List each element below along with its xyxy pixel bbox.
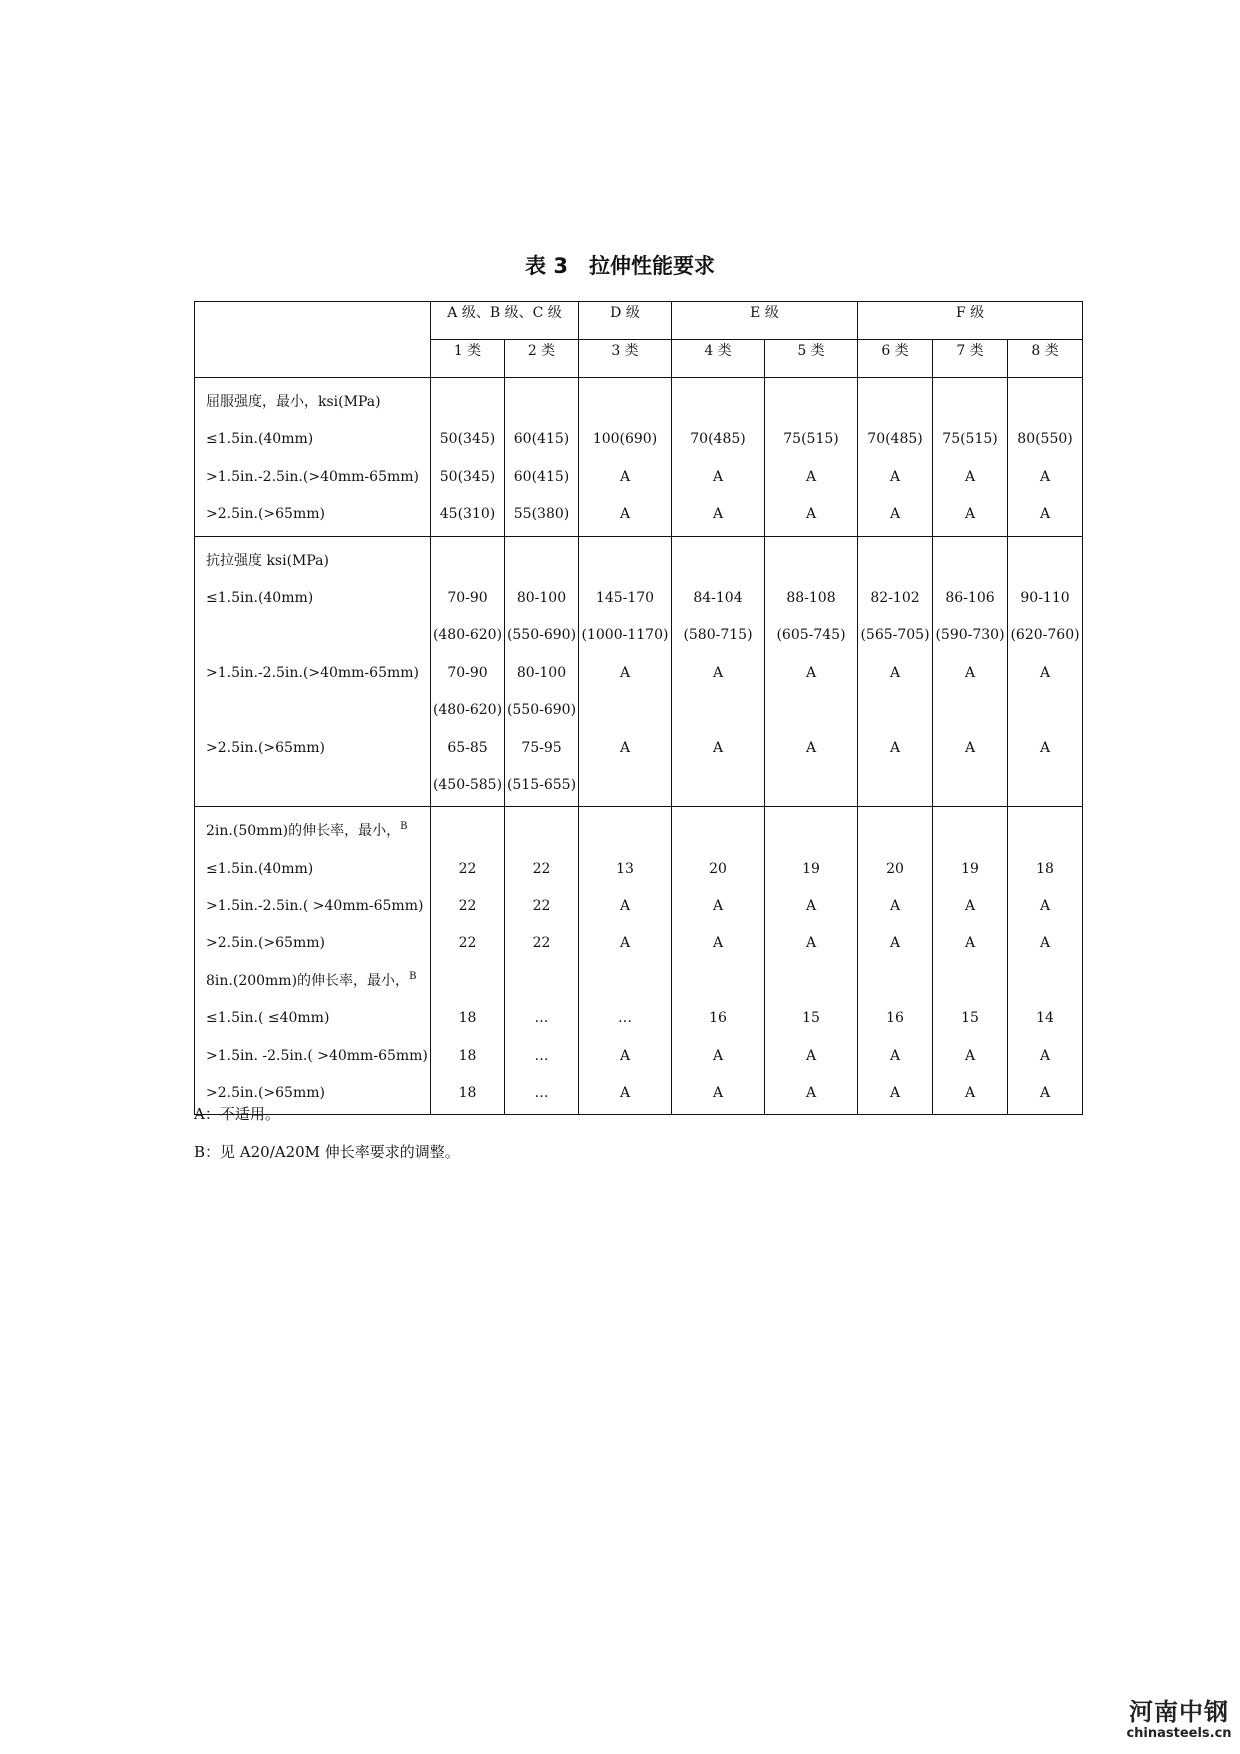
table-cell [933,767,1007,804]
table-cell [431,963,504,1000]
value-column-cell [672,536,765,807]
table-cell: (480-620) [432,627,503,644]
logo-url: chinasteels.cn [1126,1726,1232,1741]
table-cell [505,543,578,580]
table-cell: … [534,1047,549,1064]
table-cell [765,384,857,421]
row-label: ≤1.5in.(40mm) [206,589,314,606]
table-cell: 22 [532,935,551,952]
table-cell: 70-90 [447,664,488,681]
value-column-cell [579,807,672,1115]
row-label: >2.5in.(>65mm) [206,1085,325,1102]
table-cell [431,813,504,850]
table-cell [765,813,857,850]
table-cell: 22 [458,935,477,952]
table-cell: (565-705) [860,627,930,644]
table-cell: A [712,468,724,485]
value-column-cell [672,807,765,1115]
table-cell [579,692,671,729]
table-cell: … [618,1010,632,1027]
table-cell [933,384,1007,421]
table-cell [431,543,504,580]
table-cell [1008,384,1082,421]
table-cell [579,384,671,421]
value-column-cell [933,807,1008,1115]
table-cell [579,543,671,580]
table-cell: 18 [1036,860,1054,877]
table-cell: A [1039,506,1051,523]
table-cell: 60(415) [513,431,570,448]
value-column-cell [1008,378,1083,537]
table-cell: A [964,1085,976,1102]
value-column-cell [933,378,1008,537]
table-cell [858,384,932,421]
table-cell: 70-90 [447,589,488,606]
table-cell [858,813,932,850]
table-cell: 75(515) [942,431,998,448]
footnote-marker: B [400,821,408,833]
table-cell [933,963,1007,1000]
table-cell: 18 [458,1047,477,1064]
table-cell: A [619,506,631,523]
table-cell: 65-85 [447,739,488,756]
table-cell: A [805,1085,817,1102]
table-cell [765,692,857,729]
table-cell: (620-760) [1010,627,1080,644]
table-cell: A [619,664,631,681]
table-cell: 18 [458,1085,477,1102]
row-label: 8in.(200mm)的伸长率，最小，$^B$ [206,970,417,989]
class-header: 7 类 [933,340,1008,378]
table-cell: A [889,935,901,952]
table-cell [1008,767,1082,804]
table-cell: A [1039,935,1051,952]
row-label: >1.5in.-2.5in.( >40mm-65mm) [206,898,424,915]
table-cell: A [712,664,724,681]
row-label: 屈服强度，最小，ksi(MPa) [206,394,381,410]
table-cell: A [619,898,631,915]
table-cell: A [805,898,817,915]
value-column-cell [431,807,505,1115]
notes [194,1095,460,1171]
table-cell [672,692,764,729]
class-header: 6 类 [858,340,933,378]
row-label: 2in.(50mm)的伸长率，最小，$^B$ [206,821,408,840]
class-header: 8 类 [1008,340,1083,378]
table-cell: 19 [802,860,820,877]
table-cell: 88-108 [786,589,836,606]
table-cell: A [889,898,901,915]
table-cell [858,963,932,1000]
group-header-abc: A 级、B 级、C 级 [431,302,579,340]
table-cell: A [964,898,976,915]
table-cell: 22 [532,898,551,915]
row-labels-cell [195,536,431,807]
value-column-cell [933,536,1008,807]
table-cell: 19 [961,860,979,877]
table-cell: A [805,664,817,681]
table-cell: A [805,506,817,523]
table-cell: … [534,1010,549,1027]
table-cell: A [619,935,631,952]
table-cell: A [619,468,631,485]
logo-text: 河南中钢 [1129,1698,1229,1726]
table-cell: 20 [886,860,904,877]
table-cell: A [964,664,976,681]
table-cell: A [805,739,817,756]
value-column-cell [431,378,505,537]
table-cell: A [1039,1085,1051,1102]
table-cell: A [712,506,724,523]
table-cell: 16 [709,1010,727,1027]
class-header: 4 类 [672,340,765,378]
footnote-marker: B [409,970,417,982]
row-label [206,767,430,804]
table-cell: A [889,664,901,681]
table-cell: A [805,1047,817,1064]
table-cell: A [964,1047,976,1064]
table-cell: 84-104 [693,589,743,606]
value-column-cell [579,378,672,537]
table-cell: 50(345) [439,431,496,448]
table-cell: 16 [886,1010,904,1027]
group-header-row [195,302,1083,340]
table-cell: A [712,1085,724,1102]
table-cell: (1000-1170) [581,627,669,644]
row-label [206,617,430,654]
table-cell: A [619,1047,631,1064]
table-cell: 22 [458,860,477,877]
row-label [206,692,430,729]
table-cell [505,963,578,1000]
table-cell: (580-715) [683,627,753,644]
table-cell: A [1039,1047,1051,1064]
table-cell: 86-106 [945,589,995,606]
table-cell: 22 [532,860,551,877]
table-cell: … [534,1085,549,1102]
table-section-row [195,378,1083,537]
table-cell: A [1039,739,1051,756]
table-cell: A [964,506,976,523]
table-cell: (480-620) [432,702,503,719]
table-cell: 15 [961,1010,979,1027]
table-cell: A [889,468,901,485]
table-cell [933,543,1007,580]
row-label: >1.5in. -2.5in.( >40mm-65mm) [206,1047,428,1064]
value-column-cell [858,807,933,1115]
table-cell [933,813,1007,850]
table-cell: (450-585) [432,776,503,793]
table-cell [1008,963,1082,1000]
table-cell: 145-170 [595,589,655,606]
table-cell: A [1039,664,1051,681]
table-cell [858,767,932,804]
table-cell [765,543,857,580]
table-cell: A [712,739,724,756]
value-column-cell [858,378,933,537]
table-cell [1008,543,1082,580]
group-header-e: E 级 [672,302,858,340]
table-cell [1008,692,1082,729]
table-cell: A [712,935,724,952]
row-label: >2.5in.(>65mm) [206,935,325,952]
table-cell [933,692,1007,729]
table-cell [672,813,764,850]
table-cell: 70(485) [690,431,746,448]
table-cell: A [889,1047,901,1064]
table-cell: 100(690) [592,431,658,448]
table-cell [672,767,764,804]
value-column-cell [765,807,858,1115]
table-title: 表 3 拉伸性能要求 [525,254,715,278]
class-header: 5 类 [765,340,858,378]
row-label: >1.5in.-2.5in.(>40mm-65mm) [206,468,419,485]
row-label: >1.5in.-2.5in.(>40mm-65mm) [206,664,419,681]
table-cell [672,543,764,580]
table-cell: 50(345) [439,468,496,485]
table-cell: 75-95 [521,739,562,756]
watermark-logo [1118,1698,1240,1754]
table-cell [858,692,932,729]
table-cell: (550-690) [506,702,577,719]
group-header-d: D 级 [579,302,672,340]
note-a: A：不适用。 [194,1105,280,1123]
row-label: ≤1.5in.(40mm) [206,431,314,448]
table-cell: A [889,506,901,523]
note-b: B：见 A20/A20M 伸长率要求的调整。 [194,1143,460,1161]
table-cell: (550-690) [506,627,577,644]
group-header-f: F 级 [858,302,1083,340]
value-column-cell [858,536,933,807]
table-cell: A [1039,898,1051,915]
value-column-cell [579,536,672,807]
row-label: 抗拉强度 ksi(MPa) [206,552,329,569]
table-cell: (590-730) [935,627,1005,644]
row-labels-cell [195,807,431,1115]
table-cell: 90-110 [1020,589,1070,606]
value-column-cell [1008,536,1083,807]
table-section-row [195,536,1083,807]
table-cell: 18 [458,1010,477,1027]
row-label: ≤1.5in.(40mm) [206,860,314,877]
table-cell: (605-745) [776,627,846,644]
class-header: 3 类 [579,340,672,378]
table-cell: 13 [616,860,634,877]
table-cell [579,963,671,1000]
table-cell: A [964,935,976,952]
table-cell: A [964,468,976,485]
table-cell [505,384,578,421]
value-column-cell [1008,807,1083,1115]
class-header: 2 类 [505,340,579,378]
table-cell [765,767,857,804]
tensile-requirements-table [194,301,1083,1115]
value-column-cell [505,378,579,537]
table-cell: 60(415) [513,468,570,485]
table-cell: A [964,739,976,756]
table-cell: A [805,935,817,952]
table-cell: 14 [1036,1010,1054,1027]
table-cell: A [805,468,817,485]
table-cell [858,543,932,580]
corner-cell [195,302,431,378]
table-cell [505,813,578,850]
table-cell: 80-100 [516,589,567,606]
table-cell [431,384,504,421]
table-cell: 80(550) [1017,431,1073,448]
value-column-cell [505,536,579,807]
value-column-cell [765,378,858,537]
row-label: ≤1.5in.( ≤40mm) [206,1010,330,1027]
row-labels-cell [195,378,431,537]
table-cell: A [619,1085,631,1102]
table-cell: 80-100 [516,664,567,681]
table-cell: 20 [709,860,727,877]
row-label: >2.5in.(>65mm) [206,506,325,523]
value-column-cell [765,536,858,807]
table-cell: 55(380) [513,506,570,523]
value-column-cell [431,536,505,807]
table-cell: A [889,739,901,756]
table-cell [672,384,764,421]
table-cell: (515-655) [506,776,577,793]
class-header: 1 类 [431,340,505,378]
table-cell [579,813,671,850]
table-section-row [195,807,1083,1115]
table-cell [672,963,764,1000]
table-cell: 82-102 [870,589,920,606]
table-cell [765,963,857,1000]
table-cell: 75(515) [783,431,839,448]
value-column-cell [505,807,579,1115]
value-column-cell [672,378,765,537]
table-cell: 70(485) [867,431,923,448]
table-cell: A [712,898,724,915]
table-cell: A [889,1085,901,1102]
row-label: >2.5in.(>65mm) [206,739,325,756]
table-cell: 15 [802,1010,820,1027]
table-cell: 22 [458,898,477,915]
table-cell: A [619,739,631,756]
table-cell [579,767,671,804]
table-cell [1008,813,1082,850]
table-cell: 45(310) [439,506,496,523]
table-cell: A [1039,468,1051,485]
table-cell: A [712,1047,724,1064]
